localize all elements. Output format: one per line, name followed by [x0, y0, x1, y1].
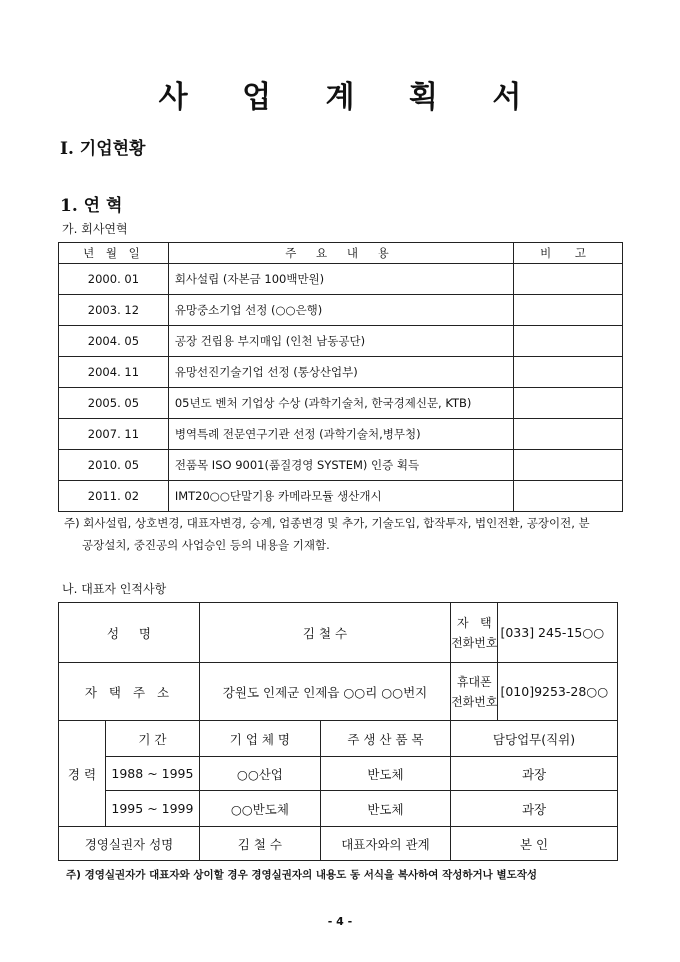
- career-role: 과장: [451, 791, 618, 827]
- home-phone-label: 자 택 전화번호: [451, 603, 498, 663]
- table-row: [59, 481, 623, 512]
- row-content: 전품목 ISO 9001(품질경영 SYSTEM) 인증 획득: [168, 450, 513, 481]
- name-label: 성 명: [59, 603, 200, 663]
- table-row: [59, 791, 618, 827]
- row-content: 05년도 벤처 기업상 수상 (과학기술처, 한국경제신문, KTB): [168, 388, 513, 419]
- career-company: ○○산업: [199, 757, 320, 791]
- table-row: [59, 419, 623, 450]
- career-period: 1988 ~ 1995: [105, 757, 199, 791]
- row-note: [514, 388, 623, 419]
- history-label: 가. 회사연혁: [62, 222, 128, 236]
- home-phone: [033] 245-15○○: [498, 603, 618, 663]
- row-date: 2005. 05: [59, 388, 169, 419]
- table-row: [59, 326, 623, 357]
- manager-name: 김 철 수: [199, 827, 320, 861]
- row-note: [514, 450, 623, 481]
- history-header-row: [59, 243, 623, 264]
- career-product: 반도체: [320, 757, 450, 791]
- table-row: [59, 295, 623, 326]
- table-row: [59, 357, 623, 388]
- header-content: 주 요 내 용: [168, 243, 513, 264]
- rep-address: 강원도 인제군 인제읍 ○○리 ○○번지: [199, 663, 450, 721]
- row-content: IMT20○○단말기용 카메라모듈 생산개시: [168, 481, 513, 512]
- table-row: [59, 388, 623, 419]
- row-content: 공장 건립용 부지매입 (인천 남동공단): [168, 326, 513, 357]
- row-date: 2010. 05: [59, 450, 169, 481]
- subsection-heading: 1. 연 혁: [60, 196, 123, 216]
- row-content: 유망중소기업 선정 (○○은행): [168, 295, 513, 326]
- document-title: 사 업 계 획 서: [158, 80, 544, 115]
- table-row: [59, 450, 623, 481]
- row-date: 2003. 12: [59, 295, 169, 326]
- table-row: [59, 264, 623, 295]
- section-heading: Ⅰ. 기업현황: [60, 139, 146, 159]
- address-label: 자 택 주 소: [59, 663, 200, 721]
- history-note-line1: 주) 회사설립, 상호변경, 대표자변경, 승계, 업종변경 및 추가, 기술도입, 합작투자, 법인전환, 공장이전, 분: [64, 516, 590, 530]
- row-note: [514, 326, 623, 357]
- row-content: 회사설립 (자본금 100백만원): [168, 264, 513, 295]
- relation-value: 본 인: [451, 827, 618, 861]
- career-header-period: 기 간: [105, 721, 199, 757]
- manager-label: 경영실권자 성명: [59, 827, 200, 861]
- row-note: [514, 481, 623, 512]
- history-table: [58, 242, 623, 512]
- row-note: [514, 264, 623, 295]
- career-period: 1995 ~ 1999: [105, 791, 199, 827]
- history-note-line2: 공장설치, 중진공의 사업승인 등의 내용을 기재함.: [82, 538, 330, 552]
- career-label: 경 력: [59, 721, 106, 827]
- row-content: 유망선진기술기업 선정 (통상산업부): [168, 357, 513, 388]
- row-date: 2004. 11: [59, 357, 169, 388]
- table-row: [59, 757, 618, 791]
- rep-foot-note: 주) 경영실권자가 대표자와 상이할 경우 경영실권자의 내용도 동 서식을 복사하여 작성하거나 별도작성: [66, 869, 538, 881]
- row-note: [514, 419, 623, 450]
- row-date: 2011. 02: [59, 481, 169, 512]
- career-company: ○○반도체: [199, 791, 320, 827]
- career-header-company: 기 업 체 명: [199, 721, 320, 757]
- career-header-role: 담당업무(직위): [451, 721, 618, 757]
- rep-name-row: [59, 603, 618, 663]
- rep-address-row: [59, 663, 618, 721]
- career-role: 과장: [451, 757, 618, 791]
- row-note: [514, 295, 623, 326]
- row-date: 2007. 11: [59, 419, 169, 450]
- row-date: 2004. 05: [59, 326, 169, 357]
- row-note: [514, 357, 623, 388]
- rep-label: 나. 대표자 인적사항: [62, 582, 167, 596]
- page-number: - 4 -: [327, 915, 353, 928]
- relation-label: 대표자와의 관계: [320, 827, 450, 861]
- row-date: 2000. 01: [59, 264, 169, 295]
- career-header-row: [59, 721, 618, 757]
- mobile-phone: [010]9253-28○○: [498, 663, 618, 721]
- rep-name: 김 철 수: [199, 603, 450, 663]
- career-header-product: 주 생 산 품 목: [320, 721, 450, 757]
- row-content: 병역특례 전문연구기관 선정 (과학기술처,병무청): [168, 419, 513, 450]
- manager-row: [59, 827, 618, 861]
- mobile-label: 휴대폰 전화번호: [451, 663, 498, 721]
- header-date: 년 월 일: [59, 243, 169, 264]
- career-product: 반도체: [320, 791, 450, 827]
- header-note: 비 고: [514, 243, 623, 264]
- representative-table: [58, 602, 618, 861]
